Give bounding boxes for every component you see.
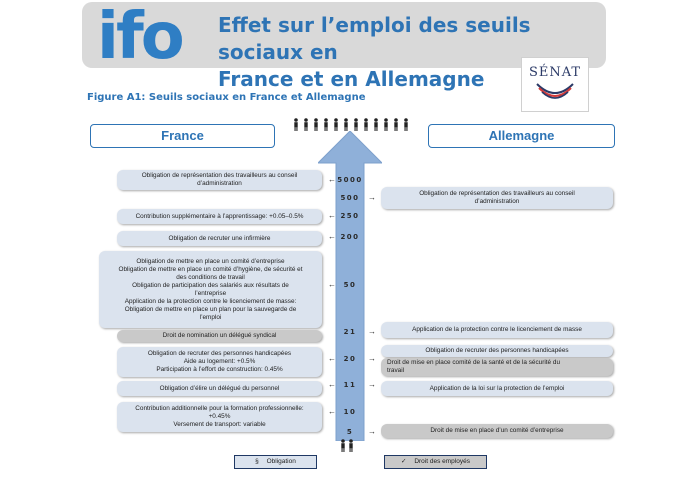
legend-right-label: Droit des employés bbox=[414, 458, 470, 465]
box-line: Droit de mise en place comité de la santé et de la sécurité du bbox=[387, 359, 560, 366]
germany-obligation-500 bbox=[381, 187, 613, 209]
box-line: l’emploi bbox=[199, 313, 222, 321]
threshold-200: 200 bbox=[340, 233, 360, 241]
box-line: Participation à l’effort de construction: 0.45% bbox=[156, 366, 283, 373]
box-line: l’entreprise bbox=[194, 289, 227, 297]
threshold-10: 10 bbox=[343, 408, 357, 416]
senat-logo-text: SÉNAT bbox=[528, 65, 582, 80]
column-header-germany: Allemagne bbox=[428, 124, 615, 148]
legend-obligation-label: Obligation bbox=[266, 458, 296, 465]
right-arrow-icon: → bbox=[368, 327, 376, 336]
box-line: Versement de transport: variable bbox=[173, 421, 266, 428]
right-arrow-icon: → bbox=[368, 380, 376, 389]
threshold-250: 250 bbox=[340, 212, 360, 220]
small-workforce-icon bbox=[340, 439, 356, 453]
title-line-2: France et en Allemagne bbox=[218, 67, 485, 91]
right-arrow-icon: → bbox=[368, 193, 376, 202]
threshold-500: 500 bbox=[340, 194, 360, 202]
left-arrow-icon: ← bbox=[328, 175, 336, 184]
senat-logo bbox=[521, 57, 589, 112]
box-line: Obligation de recruter une infirmière bbox=[168, 234, 271, 242]
box-line: Obligation de mettre en place un plan pour la sauvegarde de bbox=[124, 305, 297, 313]
box-line: Droit de nomination un délégué syndical bbox=[162, 332, 277, 339]
france-right-21 bbox=[117, 330, 322, 342]
germany-obligation-11 bbox=[381, 381, 613, 396]
senat-stripes-icon bbox=[535, 82, 575, 102]
left-arrow-icon: ← bbox=[328, 280, 336, 289]
box-line: des conditions de travail bbox=[176, 273, 245, 281]
box-line: Droit de mise en place d’un comité d’entreprise bbox=[430, 427, 564, 434]
box-line: Obligation de recruter des personnes handicapées bbox=[147, 350, 292, 357]
box-line: travail bbox=[387, 367, 405, 374]
left-arrow-icon: ← bbox=[328, 232, 336, 241]
workforce-people-icon bbox=[292, 118, 416, 132]
checkmark-icon: ✓ bbox=[401, 458, 407, 465]
france-obligation-200 bbox=[117, 231, 322, 246]
box-line: Obligation d’élire un délégué du personnel bbox=[159, 384, 280, 392]
left-arrow-icon: ← bbox=[328, 380, 336, 389]
box-line: d’administration bbox=[474, 198, 520, 205]
threshold-5000: 5000 bbox=[337, 176, 363, 184]
legend-obligation bbox=[234, 455, 317, 469]
box-line: Obligation de recruter des personnes handicapées bbox=[425, 347, 569, 354]
right-arrow-icon: → bbox=[368, 354, 376, 363]
box-line: d’administration bbox=[197, 180, 242, 187]
germany-right-5 bbox=[381, 424, 613, 438]
box-line: Obligation de mettre en place un comité d’hygiène, de sécurité et bbox=[118, 265, 303, 273]
box-line: Aide au logement: +0.5% bbox=[183, 358, 256, 365]
germany-right-20 bbox=[381, 358, 613, 376]
box-line: Obligation de représentation des travailleurs au conseil bbox=[141, 172, 298, 179]
ifo-logo: ifo bbox=[97, 0, 182, 74]
box-line: Obligation de participation des salariés aux résultats de bbox=[132, 281, 289, 289]
title-line-1: Effet sur l’emploi des seuils sociaux en bbox=[218, 13, 531, 64]
box-line: Application de la loi sur la protection de l’emploi bbox=[429, 384, 565, 392]
box-line: Contribution additionnelle pour la formation professionnelle: bbox=[135, 405, 304, 412]
box-line: +0.45% bbox=[208, 413, 231, 420]
france-obligation-5000 bbox=[117, 170, 322, 190]
france-obligation-250 bbox=[117, 209, 322, 224]
box-line: Application de la protection contre le licenciement de masse: bbox=[124, 297, 297, 305]
left-arrow-icon: ← bbox=[328, 407, 336, 416]
right-arrow-icon: → bbox=[368, 427, 376, 436]
figure-title: Figure A1: Seuils sociaux en France et Allemagne bbox=[87, 92, 366, 103]
threshold-11: 11 bbox=[343, 381, 357, 389]
threshold-21: 21 bbox=[343, 328, 357, 336]
threshold-20: 20 bbox=[343, 355, 357, 363]
france-obligation-50 bbox=[99, 251, 322, 328]
france-obligation-10 bbox=[117, 402, 322, 432]
box-line: Application de la protection contre le licenciement de masse bbox=[412, 326, 582, 333]
germany-obligation-20 bbox=[381, 345, 613, 357]
legend-employee-right bbox=[384, 455, 487, 469]
column-header-france: France bbox=[90, 124, 275, 148]
box-line: Obligation de représentation des travailleurs au conseil bbox=[419, 190, 575, 197]
paragraph-icon: § bbox=[255, 458, 259, 465]
left-arrow-icon: ← bbox=[328, 354, 336, 363]
france-obligation-11 bbox=[117, 381, 322, 396]
box-line: Obligation de mettre en place un comité d’entreprise bbox=[136, 257, 285, 265]
left-arrow-icon: ← bbox=[328, 211, 336, 220]
box-line: Contribution supplémentaire à l’apprentissage: +0.05–0.5% bbox=[135, 212, 304, 220]
threshold-50: 50 bbox=[343, 281, 357, 289]
germany-obligation-21 bbox=[381, 322, 613, 338]
france-obligation-20 bbox=[117, 347, 322, 377]
threshold-5: 5 bbox=[346, 428, 354, 436]
